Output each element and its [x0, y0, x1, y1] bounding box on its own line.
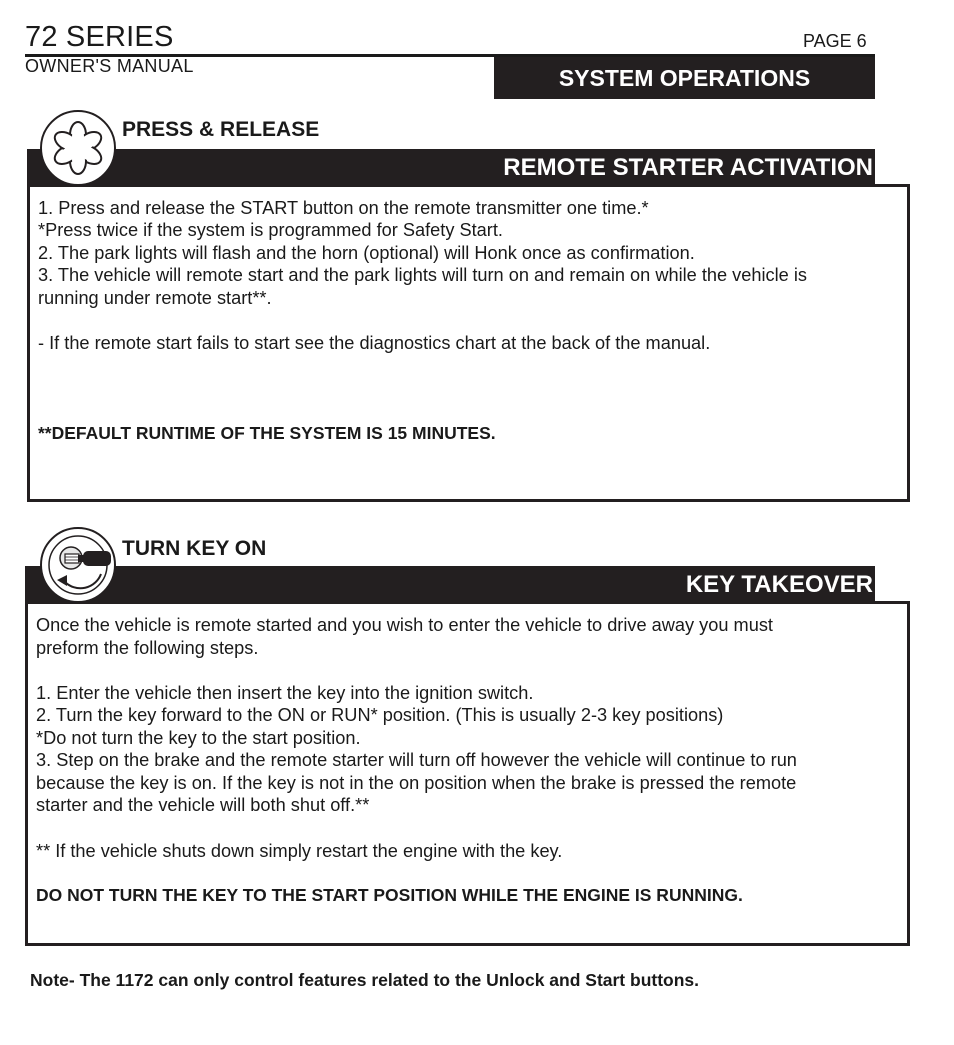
remote-start-line-3: 2. The park lights will flash and the horn (optional) will Honk once as confirmation.	[38, 243, 695, 263]
asterisk-icon	[40, 110, 116, 186]
turn-key-on-subheading: TURN KEY ON	[122, 537, 267, 560]
series-title: 72 SERIES	[25, 21, 174, 53]
manual-subtitle: OWNER'S MANUAL	[25, 56, 194, 76]
key-turn-icon	[40, 527, 116, 603]
remote-start-diagnostics-note: - If the remote start fails to start see the diagnostics chart at the back of the manual.	[38, 333, 711, 353]
key-takeover-step-1: 1. Enter the vehicle then insert the key into the ignition switch.	[36, 683, 534, 703]
key-takeover-bar	[25, 566, 875, 603]
key-turn-icon-glyph	[43, 530, 113, 600]
remote-start-line-1: 1. Press and release the START button on the remote transmitter one time.*	[38, 198, 649, 218]
footer-note: Note- The 1172 can only control features related to the Unlock and Start buttons.	[30, 970, 700, 990]
key-takeover-line-2: preform the following steps.	[36, 638, 259, 658]
default-runtime-note: **DEFAULT RUNTIME OF THE SYSTEM IS 15 MINUTES.	[38, 423, 496, 443]
key-takeover-step-2-note: *Do not turn the key to the start position.	[36, 728, 361, 748]
key-takeover-step-3b: because the key is on. If the key is not in the on position when the brake is pressed the remote	[36, 773, 797, 793]
key-takeover-line-1: Once the vehicle is remote started and you wish to enter the vehicle to drive away you must	[36, 615, 773, 635]
remote-start-title: REMOTE STARTER ACTIVATION	[503, 153, 873, 181]
remote-start-line-5: running under remote start**.	[38, 288, 272, 308]
press-release-subheading: PRESS & RELEASE	[122, 118, 320, 141]
section-tab: SYSTEM OPERATIONS	[494, 57, 875, 99]
key-takeover-step-3a: 3. Step on the brake and the remote starter will turn off however the vehicle will continue to run	[36, 750, 797, 770]
key-takeover-step-3c: starter and the vehicle will both shut off.**	[36, 795, 370, 815]
asterisk-icon-glyph	[50, 120, 106, 176]
key-takeover-warning: DO NOT TURN THE KEY TO THE START POSITION WHILE THE ENGINE IS RUNNING.	[36, 885, 743, 905]
remote-start-bar	[27, 149, 875, 186]
remote-start-line-2: *Press twice if the system is programmed for Safety Start.	[38, 220, 503, 240]
key-takeover-title: KEY TAKEOVER	[685, 570, 873, 598]
remote-start-line-4: 3. The vehicle will remote start and the park lights will turn on and remain on while the vehicle is	[38, 265, 807, 285]
key-takeover-step-2: 2. Turn the key forward to the ON or RUN* position. (This is usually 2-3 key positions)	[36, 705, 724, 725]
key-takeover-restart-note: ** If the vehicle shuts down simply restart the engine with the key.	[36, 841, 563, 861]
page-number: PAGE 6	[803, 31, 867, 51]
